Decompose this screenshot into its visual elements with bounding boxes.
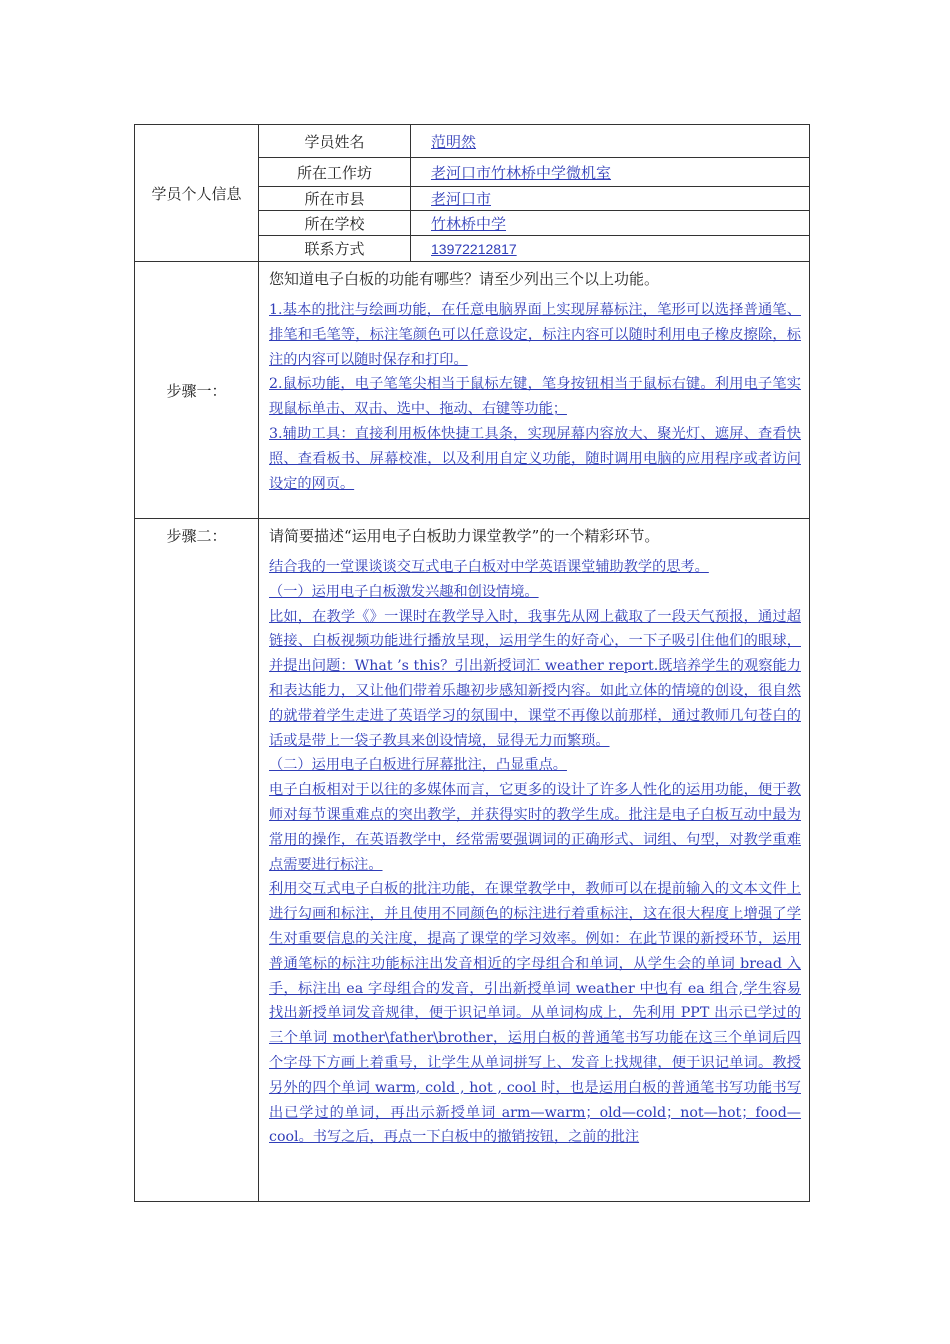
- contact-value[interactable]: 13972212817: [431, 240, 517, 257]
- step1-content-cell[interactable]: [258, 261, 810, 519]
- step1-answer-3[interactable]: 3.辅助工具：直接利用板体快捷工具条，实现屏幕内容放大、聚光灯、遮屏、查看快照、查看板书、屏幕校准，以及利用自定义功能，随时调用电脑的应用程序或者访问设定的网页。: [269, 425, 801, 492]
- city-value[interactable]: 老河口市: [431, 190, 492, 208]
- workshop-label-cell: [258, 157, 411, 187]
- step1-label: 步骤一：: [166, 381, 227, 400]
- step1-answer-2[interactable]: 2.鼠标功能，电子笔笔尖相当于鼠标左键，笔身按钮相当于鼠标右键。利用电子笔实现鼠标单击、双击、选中、拖动、右键等功能；: [269, 376, 801, 418]
- step1-label-cell: [134, 261, 259, 519]
- step2-label: 步骤二：: [166, 527, 227, 545]
- step2-content-cell[interactable]: [258, 518, 810, 1202]
- name-value-cell[interactable]: [410, 124, 810, 158]
- city-value-cell[interactable]: [410, 186, 810, 211]
- school-value-cell[interactable]: [410, 210, 810, 236]
- name-label-cell: [258, 124, 411, 158]
- student-info-section-label: [134, 124, 259, 262]
- school-value[interactable]: 竹林桥中学: [431, 214, 507, 233]
- workshop-label: 所在工作坊: [296, 163, 372, 182]
- workshop-value-cell[interactable]: [410, 157, 810, 187]
- step1-answer-1[interactable]: 1.基本的批注与绘画功能，在任意电脑界面上实现屏幕标注，笔形可以选择普通笔、排笔和毛笔等，标注笔颜色可以任意设定，标注内容可以随时利用电子橡皮擦除，标注的内容可以随时保存和打印。: [269, 302, 801, 368]
- student-info-label-text: 学员个人信息: [151, 184, 242, 203]
- contact-label-cell: [258, 235, 411, 262]
- school-label: 所在学校: [304, 214, 365, 233]
- city-label: 所在市县: [304, 190, 365, 208]
- contact-value-cell[interactable]: [410, 235, 810, 262]
- step2-paragraph-2[interactable]: （一）运用电子白板激发兴趣和创设情境。: [269, 583, 539, 600]
- city-label-cell: [258, 186, 411, 211]
- step2-paragraph-5[interactable]: 电子白板相对于以往的多媒体而言，它更多的设计了许多人性化的运用功能，便于教师对每节课重难点的突出教学，并获得实时的教学生成。批注是电子白板互动中最为常用的操作，在英语教学中，经常需要强调词的正确形式、词组、句型，对教学重难点需要进行标注。: [269, 782, 801, 873]
- step1-question: 您知道电子白板的功能有哪些？请至少列出三个以上功能。: [269, 270, 660, 288]
- step2-paragraph-1[interactable]: 结合我的一堂课谈谈交互式电子白板对中学英语课堂辅助教学的思考。: [269, 559, 709, 575]
- school-label-cell: [258, 210, 411, 236]
- name-value[interactable]: 范明然: [431, 132, 477, 151]
- step2-question: 请简要描述“运用电子白板助力课堂教学”的一个精彩环节。: [269, 527, 660, 545]
- step2-label-cell: [134, 518, 259, 1202]
- contact-label: 联系方式: [304, 240, 365, 258]
- application-form-table: [134, 124, 810, 1202]
- step2-paragraph-4[interactable]: （二）运用电子白板进行屏幕批注，凸显重点。: [269, 757, 567, 774]
- name-label: 学员姓名: [304, 132, 365, 151]
- step2-paragraph-6[interactable]: 利用交互式电子白板的批注功能，在课堂教学中，教师可以在提前输入的文本文件上进行勾画和标注，并且使用不同颜色的标注进行着重标注，这在很大程度上增强了学生对重要信息的关注度，提高了课堂的学习效率。例如：在此节课的新授环节，运用普通笔标的标注功能标注出发音相近的字母组合和单词，从学生会的单词 bread 入手，标注出 ea 字母组合的发音，引出新授单词 weather 中也有 ea 组合,学生容易找出新授单词发音规律，便于识记单词。从单词构成上，先利用 PPT 出示已学过的三个单词 mother\father\brother，运用白板的普通笔书写功能在这三个单词后四个字母下方画上着重号，让学生从单词拼写上、发音上找规律，便于识记单词。教授另外的四个单词 warm, cold , hot , cool 时，也是运用白板的普通笔书写功能书写出已学过的单词，再出示新授单词 arm—warm；old—cold；not—hot；food—cool。书写之后，再点一下白板中的撤销按钮，之前的批注: [269, 881, 801, 1146]
- workshop-value[interactable]: 老河口市竹林桥中学微机室: [431, 163, 612, 182]
- step2-paragraph-3[interactable]: 比如，在教学《》一课时在教学导入时，我事先从网上截取了一段天气预报，通过超链接、白板视频功能进行播放呈现，运用学生的好奇心，一下子吸引住他们的眼球，并提出问题：What ’s this？引出新授词汇 weather report.既培养学生的观察能力和表达能力，又让他们带着乐趣初步感知新授内容。如此立体的情境的创设，很自然的就带着学生走进了英语学习的氛围中，课堂不再像以前那样，通过教师几句苍白的话或是带上一袋子教具来创设情境，显得无力而繁琐。: [269, 608, 801, 749]
